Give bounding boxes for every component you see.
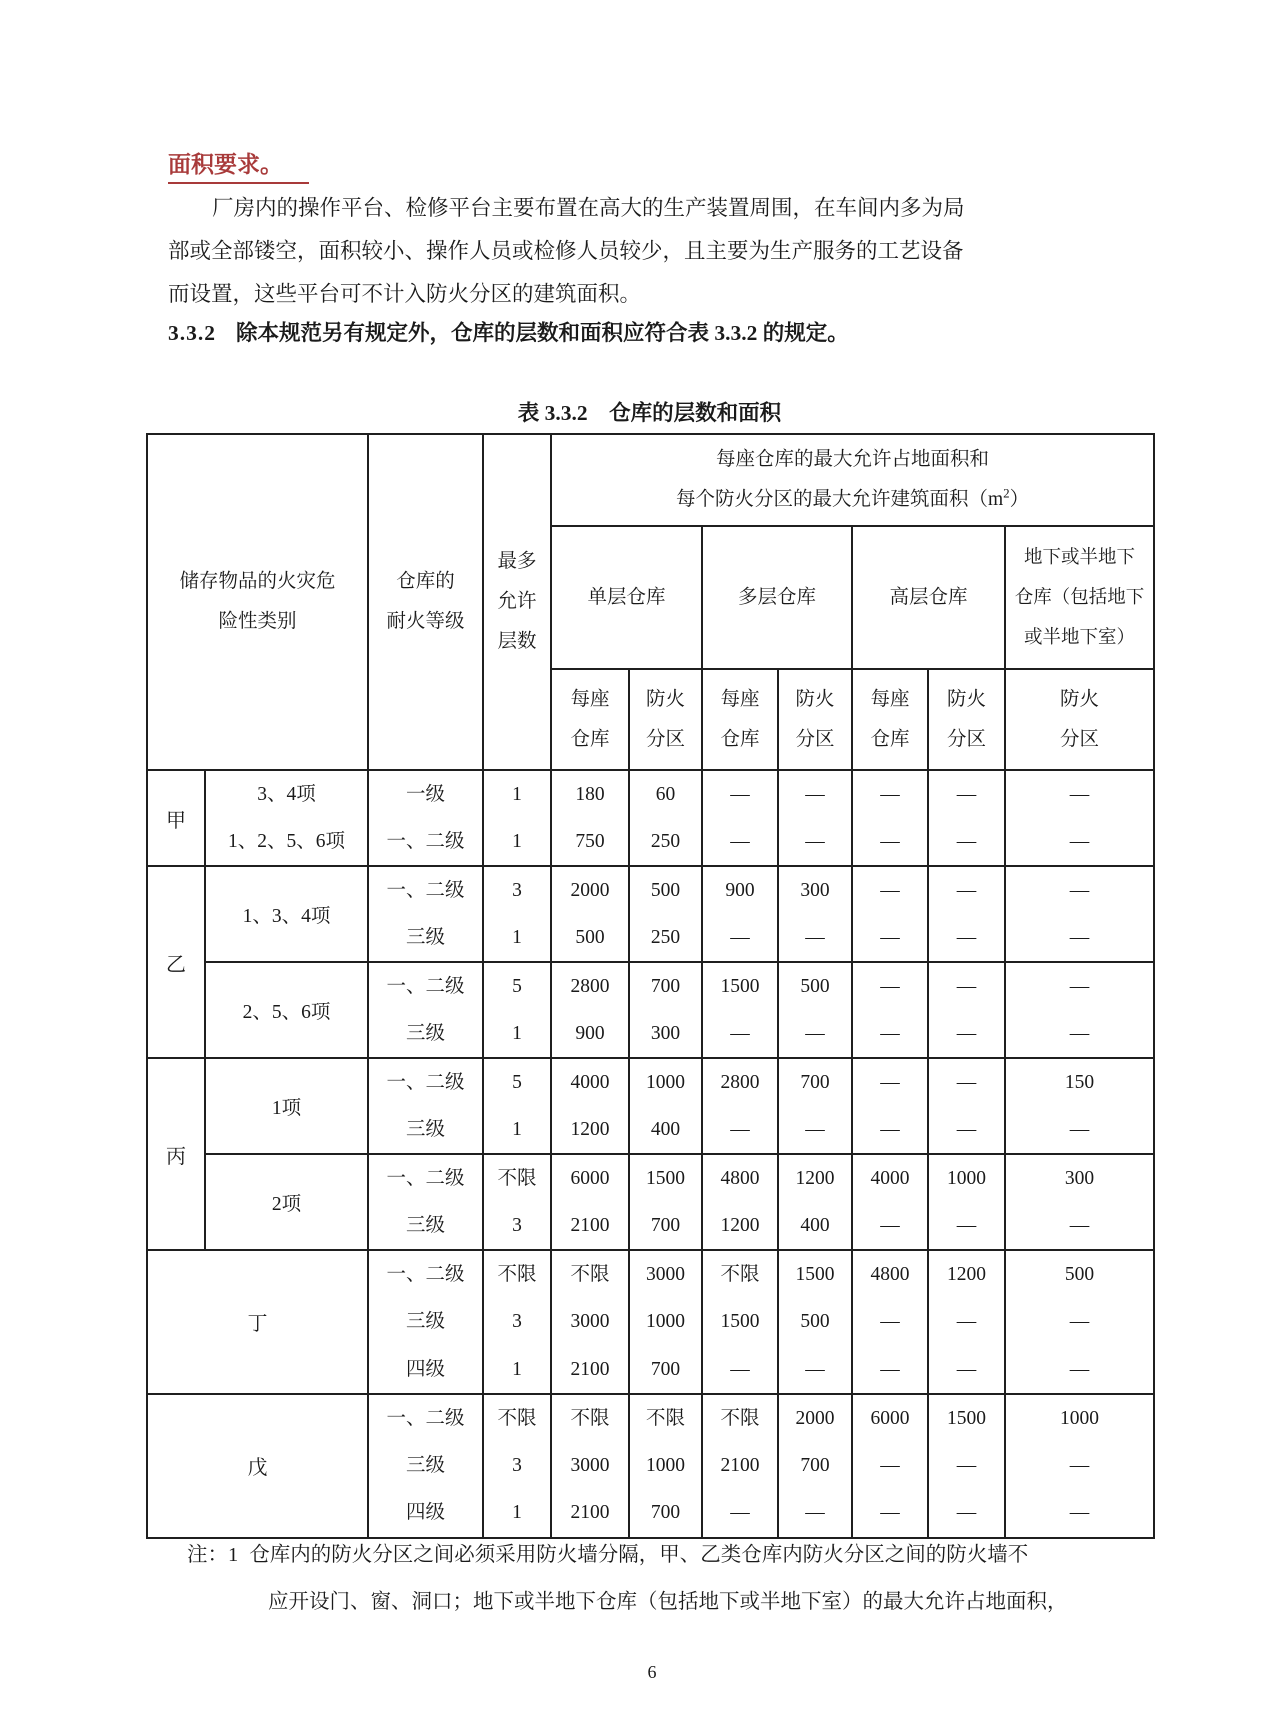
data-cell: 1000 400 xyxy=(629,1058,702,1154)
header-fire-compartment: 防火 分区 xyxy=(778,669,852,770)
header-underground: 地下或半地下 仓库（包括地下 或半地下室） xyxy=(1005,526,1154,669)
header-fire-rating: 仓库的 耐火等级 xyxy=(368,434,483,770)
table-body xyxy=(147,770,1154,1538)
data-cell: 500 250 xyxy=(629,866,702,962)
data-cell: 不限 3 1 xyxy=(483,1394,551,1538)
header-per-warehouse: 每座 仓库 xyxy=(551,669,629,770)
data-cell: 不限 3 xyxy=(483,1154,551,1250)
data-cell: 2000 500 xyxy=(551,866,629,962)
data-cell: 700 — xyxy=(778,1058,852,1154)
table-row xyxy=(147,1250,1154,1394)
data-cell: — — xyxy=(702,770,778,866)
header-single-storey: 单层仓库 xyxy=(551,526,702,669)
paragraph-line: 厂房内的操作平台、检修平台主要布置在高大的生产装置周围，在车间内多为局 xyxy=(212,196,965,220)
data-cell: 6000 — — xyxy=(852,1394,928,1538)
data-cell: — — xyxy=(928,962,1005,1058)
data-cell: — — xyxy=(928,770,1005,866)
data-cell: 6000 2100 xyxy=(551,1154,629,1250)
table-row xyxy=(147,1058,1154,1154)
category-cell: 戊 xyxy=(147,1394,368,1538)
data-cell: 60 250 xyxy=(629,770,702,866)
data-cell: — — xyxy=(1005,770,1154,866)
data-cell: 2800 900 xyxy=(551,962,629,1058)
header-high-rise: 高层仓库 xyxy=(852,526,1005,669)
data-cell: 一、二级 三级 xyxy=(368,866,483,962)
data-cell: — — xyxy=(778,770,852,866)
paragraph-line: 部或全部镂空，面积较小、操作人员或检修人员较少，且主要为生产服务的工艺设备 xyxy=(168,239,964,263)
table-title: 表 3.3.2 仓库的层数和面积 xyxy=(517,401,782,425)
item-cell: 1项 xyxy=(205,1058,368,1154)
data-cell: 4000 — xyxy=(852,1154,928,1250)
data-cell: 300 — xyxy=(778,866,852,962)
table-row xyxy=(147,962,1154,1058)
table-note xyxy=(187,1532,1127,1626)
data-cell: — — xyxy=(928,1058,1005,1154)
data-cell: — — xyxy=(852,1058,928,1154)
red-heading: 面积要求。 xyxy=(168,146,309,184)
data-cell: 1500 700 xyxy=(629,1154,702,1250)
data-cell: 1500 — xyxy=(702,962,778,1058)
data-cell: — — xyxy=(1005,866,1154,962)
data-cell: 3 1 xyxy=(483,866,551,962)
data-cell: 180 750 xyxy=(551,770,629,866)
item-cell: 1、3、4项 xyxy=(205,866,368,962)
data-cell: 700 300 xyxy=(629,962,702,1058)
data-cell: 不限 3 1 xyxy=(483,1250,551,1394)
item-cell: 2项 xyxy=(205,1154,368,1250)
category-cell: 甲 xyxy=(147,770,205,866)
data-cell: 一级 一、二级 xyxy=(368,770,483,866)
table-row xyxy=(147,1154,1154,1250)
data-cell: 一、二级 三级 四级 xyxy=(368,1250,483,1394)
header-fire-compartment: 防火 分区 xyxy=(1005,669,1154,770)
data-cell: 5 1 xyxy=(483,1058,551,1154)
data-cell: 2800 — xyxy=(702,1058,778,1154)
table-header xyxy=(147,434,1154,770)
data-cell: 4800 1200 xyxy=(702,1154,778,1250)
header-per-warehouse: 每座 仓库 xyxy=(852,669,928,770)
header-category: 储存物品的火灾危 险性类别 xyxy=(147,434,368,770)
table-row xyxy=(147,770,1154,866)
header-max-floors: 最多 允许 层数 xyxy=(483,434,551,770)
data-cell: 一、二级 三级 xyxy=(368,1154,483,1250)
clause-number: 3.3.2 xyxy=(168,321,216,345)
note-line: 注：1 仓库内的防火分区之间必须采用防火墙分隔，甲、乙类仓库内防火分区之间的防火墙不 xyxy=(187,1544,1029,1566)
table-row xyxy=(147,1394,1154,1538)
data-cell: 不限 3000 2100 xyxy=(551,1250,629,1394)
data-cell: 900 — xyxy=(702,866,778,962)
warehouse-table xyxy=(146,433,1155,1539)
data-cell: 一、二级 三级 xyxy=(368,962,483,1058)
data-cell: 不限 1500 — xyxy=(702,1250,778,1394)
page-number: 6 xyxy=(647,1662,657,1682)
data-cell: 1200 400 xyxy=(778,1154,852,1250)
data-cell: — — xyxy=(852,866,928,962)
header-fire-compartment: 防火 分区 xyxy=(928,669,1005,770)
data-cell: 不限 3000 2100 xyxy=(551,1394,629,1538)
data-cell: 一、二级 三级 xyxy=(368,1058,483,1154)
item-cell: 2、5、6项 xyxy=(205,962,368,1058)
data-cell: — — xyxy=(928,866,1005,962)
paragraph-line: 而设置，这些平台可不计入防火分区的建筑面积。 xyxy=(168,282,642,306)
clause-text: 除本规范另有规定外，仓库的层数和面积应符合表 3.3.2 的规定。 xyxy=(236,321,849,345)
data-cell: 1 1 xyxy=(483,770,551,866)
data-cell: — — xyxy=(852,770,928,866)
header-multi-storey: 多层仓库 xyxy=(702,526,852,669)
data-cell: 1000 — — xyxy=(1005,1394,1154,1538)
header-area-span: 每座仓库的最大允许占地面积和 每个防火分区的最大允许建筑面积$(m^2)$ xyxy=(551,434,1154,526)
data-cell: — — xyxy=(1005,962,1154,1058)
clause-3-3-2 xyxy=(168,316,849,347)
header-fire-compartment: 防火 分区 xyxy=(629,669,702,770)
data-cell: 5 1 xyxy=(483,962,551,1058)
category-cell: 乙 xyxy=(147,866,205,1058)
header-per-warehouse: 每座 仓库 xyxy=(702,669,778,770)
data-cell: 2000 700 — xyxy=(778,1394,852,1538)
data-cell: 300 — xyxy=(1005,1154,1154,1250)
data-cell: 150 — xyxy=(1005,1058,1154,1154)
data-cell: — — xyxy=(852,962,928,1058)
item-cell: 3、4项 1、2、5、6项 xyxy=(205,770,368,866)
category-cell: 丁 xyxy=(147,1250,368,1394)
data-cell: 500 — xyxy=(778,962,852,1058)
data-cell: 1500 — — xyxy=(928,1394,1005,1538)
table-row xyxy=(147,866,1154,962)
data-cell: 3000 1000 700 xyxy=(629,1250,702,1394)
note-line: 应开设门、窗、洞口；地下或半地下仓库（包括地下或半地下室）的最大允许占地面积， xyxy=(268,1591,1068,1613)
data-cell: 500 — — xyxy=(1005,1250,1154,1394)
data-cell: 1000 — xyxy=(928,1154,1005,1250)
note-prefix: 注：1 xyxy=(187,1544,239,1566)
data-cell: 一、二级 三级 四级 xyxy=(368,1394,483,1538)
data-cell: 4000 1200 xyxy=(551,1058,629,1154)
data-cell: 1500 500 — xyxy=(778,1250,852,1394)
data-cell: 不限 1000 700 xyxy=(629,1394,702,1538)
body-paragraph xyxy=(168,187,1118,316)
data-cell: 1200 — — xyxy=(928,1250,1005,1394)
data-cell: 4800 — — xyxy=(852,1250,928,1394)
data-cell: 不限 2100 — xyxy=(702,1394,778,1538)
category-cell: 丙 xyxy=(147,1058,205,1250)
